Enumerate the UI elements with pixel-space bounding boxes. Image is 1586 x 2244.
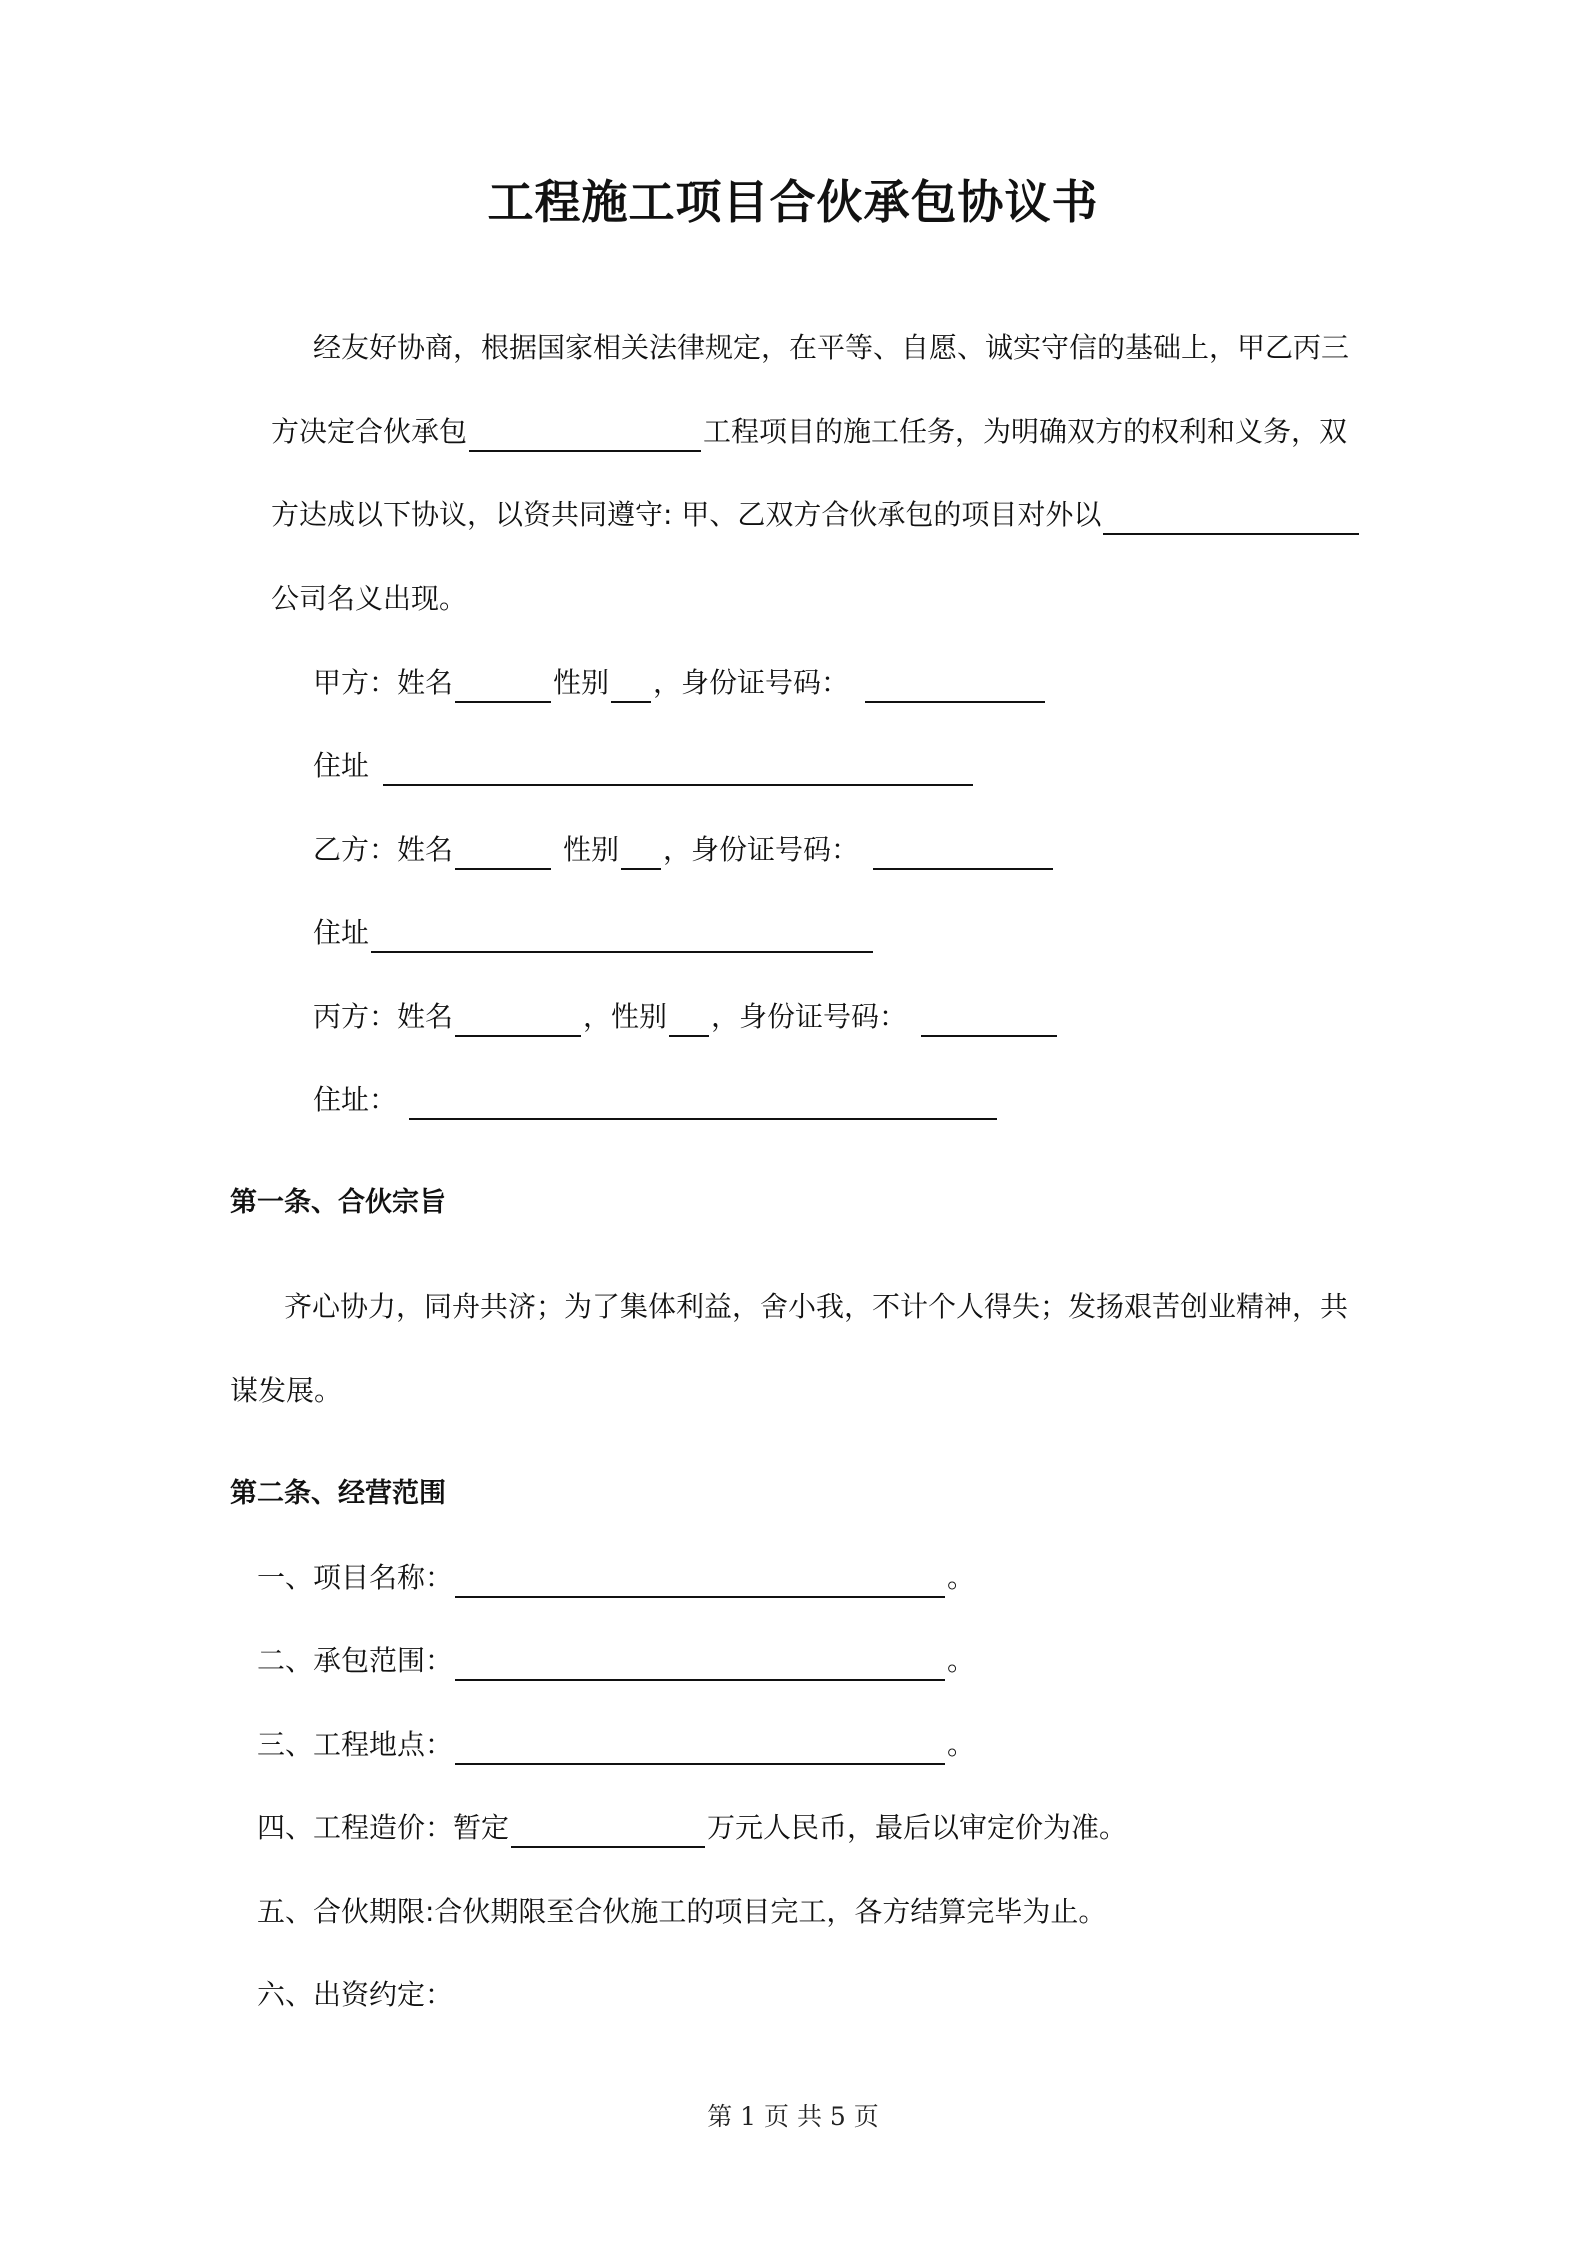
item-2-label: 二、承包范围： xyxy=(257,1644,454,1677)
party-jia-address-row xyxy=(313,746,975,786)
party-yi-gender-label: 性别 xyxy=(563,833,620,866)
party-yi-address-row xyxy=(313,913,875,953)
party-bing-address-row xyxy=(313,1080,999,1120)
party-bing-gender-label: ，性别 xyxy=(583,1000,668,1033)
party-yi-gender-blank[interactable] xyxy=(621,836,661,870)
party-jia-gender-blank[interactable] xyxy=(611,669,651,703)
party-bing-id-label: ，身份证号码： xyxy=(711,1000,908,1033)
project-name-blank[interactable] xyxy=(469,418,701,452)
party-bing-name-blank[interactable] xyxy=(455,1003,581,1037)
party-jia-name-label: 甲方：姓名 xyxy=(313,666,454,699)
item-3-period: 。 xyxy=(947,1728,976,1761)
party-jia-id-blank[interactable] xyxy=(865,669,1045,703)
party-jia-address-blank[interactable] xyxy=(383,752,973,786)
intro-text-1: 经友好协商，根据国家相关法律规定，在平等、自愿、诚实守信的基础上，甲乙丙三 xyxy=(313,331,1350,364)
party-jia-name-blank[interactable] xyxy=(455,669,551,703)
intro-text-2a: 方决定合伙承包 xyxy=(271,415,468,448)
item-4-suffix: 万元人民币，最后以审定价为准。 xyxy=(707,1811,1128,1844)
party-bing-address-label: 住址： xyxy=(313,1083,398,1116)
item-4-price-blank[interactable] xyxy=(511,1814,705,1848)
article-1-line-1: 齐心协力，同舟共济；为了集体利益，舍小我，不计个人得失；发扬艰苦创业精神，共 xyxy=(284,1290,1349,1323)
party-bing-gender-blank[interactable] xyxy=(669,1003,709,1037)
item-2-blank[interactable] xyxy=(455,1647,945,1681)
party-bing-address-blank[interactable] xyxy=(409,1086,997,1120)
party-yi-id-label: ，身份证号码： xyxy=(663,833,860,866)
intro-line-3 xyxy=(271,495,1361,535)
party-jia-address-label: 住址 xyxy=(313,749,370,782)
party-yi-address-blank[interactable] xyxy=(371,919,873,953)
article-1-heading: 第一条、合伙宗旨 xyxy=(230,1187,446,1218)
party-yi-row xyxy=(313,830,1055,870)
intro-text-4: 公司名义出现。 xyxy=(271,582,468,615)
party-yi-name-blank[interactable] xyxy=(455,836,551,870)
article-2-item-1 xyxy=(257,1558,975,1598)
intro-line-2 xyxy=(271,412,1347,452)
item-1-blank[interactable] xyxy=(455,1564,945,1598)
item-3-blank[interactable] xyxy=(455,1731,945,1765)
party-jia-row xyxy=(313,663,1047,703)
party-yi-name-label: 乙方：姓名 xyxy=(313,833,454,866)
party-bing-row xyxy=(313,997,1059,1037)
item-3-label: 三、工程地点： xyxy=(257,1728,454,1761)
article-2-heading: 第二条、经营范围 xyxy=(230,1478,446,1509)
party-jia-gender-label: 性别 xyxy=(553,666,610,699)
article-2-item-2 xyxy=(257,1641,975,1681)
party-yi-address-label: 住址 xyxy=(313,916,370,949)
article-1-line-2: 谋发展。 xyxy=(230,1374,343,1407)
intro-text-3: 方达成以下协议，以资共同遵守: 甲、乙双方合伙承包的项目对外以 xyxy=(271,498,1102,531)
article-2-item-5: 五、合伙期限:合伙期限至合伙施工的项目完工，各方结算完毕为止。 xyxy=(257,1895,1107,1928)
article-2-item-4 xyxy=(257,1808,1127,1848)
party-jia-id-label: ，身份证号码： xyxy=(653,666,850,699)
party-yi-id-blank[interactable] xyxy=(873,836,1053,870)
document-title: 工程施工项目合伙承包协议书 xyxy=(487,175,1099,229)
article-2-item-3 xyxy=(257,1725,975,1765)
item-2-period: 。 xyxy=(947,1644,976,1677)
intro-line-4 xyxy=(271,579,467,619)
item-4-label: 四、工程造价：暂定 xyxy=(257,1811,510,1844)
intro-text-2b: 工程项目的施工任务，为明确双方的权利和义务，双 xyxy=(703,415,1348,448)
item-1-label: 一、项目名称： xyxy=(257,1561,454,1594)
company-name-blank[interactable] xyxy=(1103,501,1359,535)
party-bing-id-blank[interactable] xyxy=(921,1003,1057,1037)
article-2-item-6: 六、出资约定： xyxy=(257,1978,454,2011)
intro-line-1 xyxy=(313,328,1349,368)
party-bing-name-label: 丙方：姓名 xyxy=(313,1000,454,1033)
item-1-period: 。 xyxy=(947,1561,976,1594)
page-footer: 第 1 页 共 5 页 xyxy=(707,2102,879,2131)
